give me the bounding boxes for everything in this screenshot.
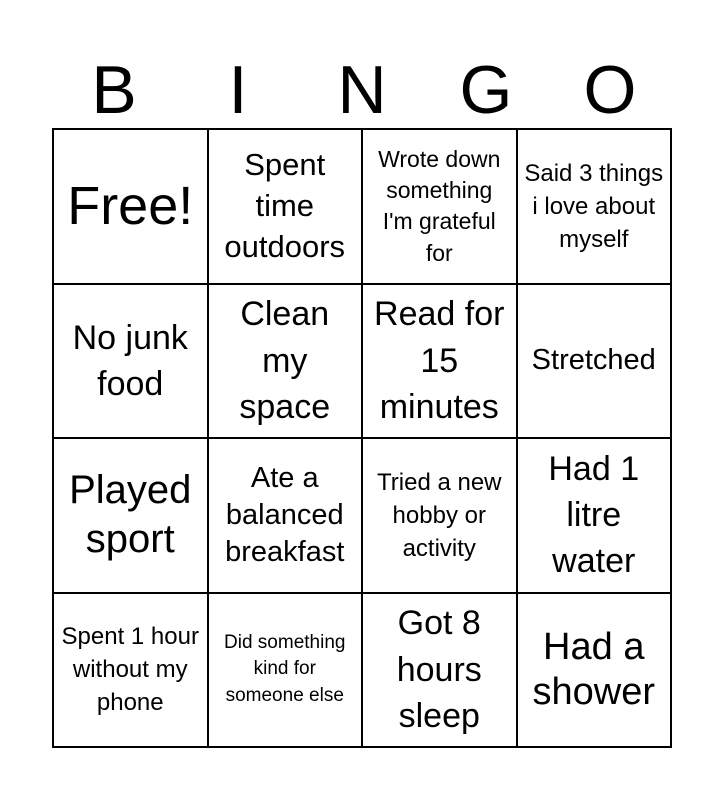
bingo-cell[interactable] <box>518 130 673 285</box>
bingo-cell[interactable] <box>209 130 364 285</box>
cell-text: Read for 15 minutes <box>374 295 505 426</box>
cell-text: Did something kind for someone else <box>224 631 346 707</box>
cell-text: Had 1 litre water <box>548 449 640 581</box>
bingo-board <box>52 128 672 748</box>
bingo-cell[interactable] <box>209 285 364 440</box>
cell-text: Spent time outdoors <box>224 146 346 264</box>
bingo-cell-free[interactable] <box>54 130 209 285</box>
header-letter-o: O <box>583 52 637 128</box>
bingo-cell[interactable] <box>518 285 673 440</box>
bingo-cell[interactable] <box>54 594 209 749</box>
bingo-cell[interactable] <box>209 594 364 749</box>
cell-text: Wrote down something I'm grateful for <box>378 145 501 266</box>
bingo-cell[interactable] <box>363 285 518 440</box>
cell-text: Ate a balanced breakfast <box>225 461 345 568</box>
bingo-cell[interactable] <box>518 439 673 594</box>
bingo-cell[interactable] <box>518 594 673 749</box>
cell-text: Free! <box>67 175 194 236</box>
cell-text: Spent 1 hour without my phone <box>61 623 199 717</box>
bingo-cell[interactable] <box>363 594 518 749</box>
bingo-cell[interactable] <box>363 130 518 285</box>
header-letter-g: G <box>459 52 513 128</box>
cell-text: Got 8 hours sleep <box>396 604 482 735</box>
bingo-cell[interactable] <box>363 439 518 594</box>
header-letter-i: I <box>228 52 248 128</box>
header-letter-b: B <box>91 52 137 128</box>
cell-text: Stretched <box>531 344 656 377</box>
cell-text: Played sport <box>69 467 192 562</box>
bingo-cell[interactable] <box>209 439 364 594</box>
bingo-header <box>52 52 672 128</box>
bingo-cell[interactable] <box>54 285 209 440</box>
cell-text: Tried a new hobby or activity <box>377 468 502 562</box>
cell-text: Said 3 things i love about myself <box>524 159 664 253</box>
cell-text: Had a shower <box>532 625 655 713</box>
cell-text: Clean my space <box>239 295 331 426</box>
header-letter-n: N <box>337 52 387 128</box>
cell-text: No junk food <box>72 318 188 403</box>
bingo-cell[interactable] <box>54 439 209 594</box>
